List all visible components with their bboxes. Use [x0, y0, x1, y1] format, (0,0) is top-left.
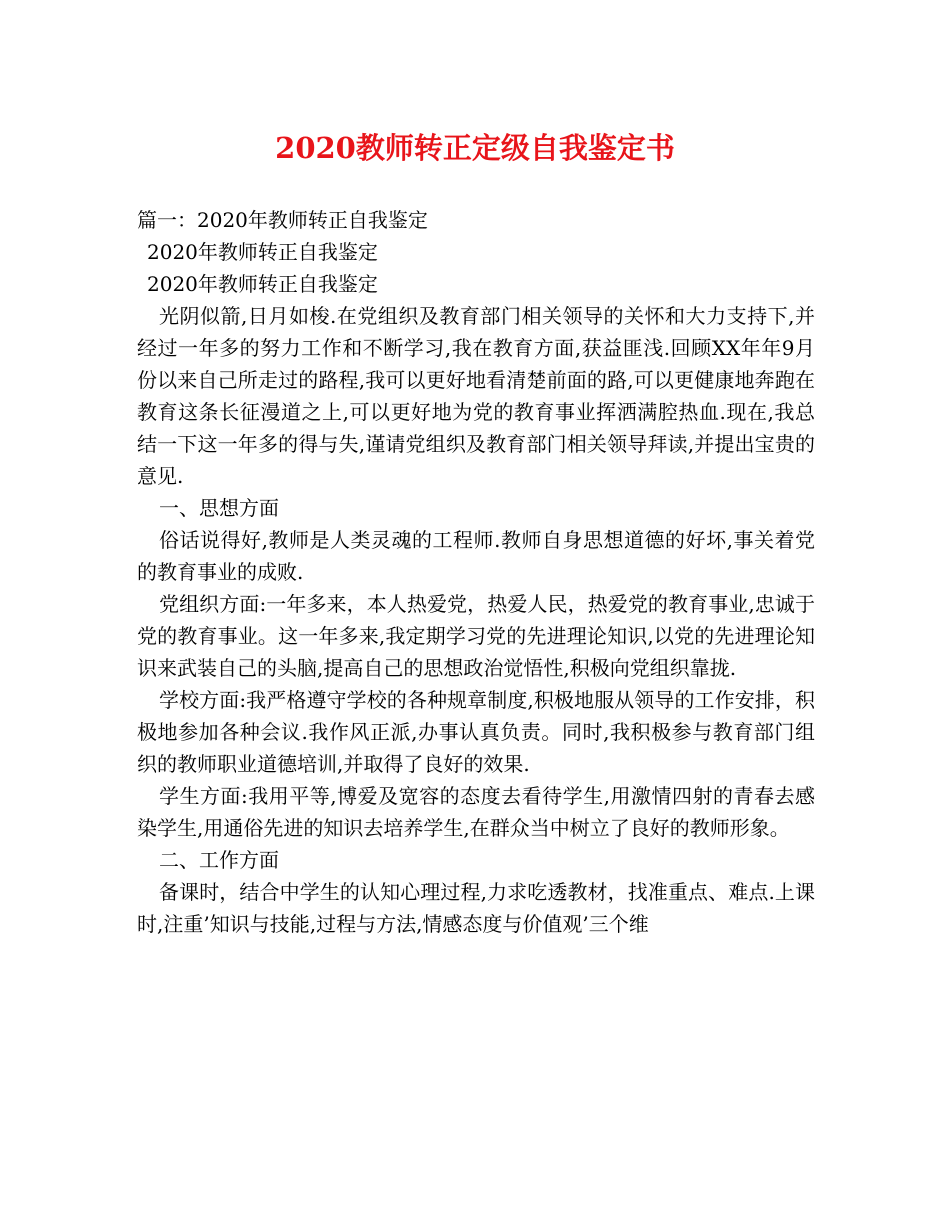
article-subheading: 2020年教师转正自我鉴定 — [147, 240, 378, 264]
paragraph: 学校方面:我严格遵守学校的各种规章制度,积极地服从领导的工作安排，积极地参加各种会议.我作风正派,办事认真负责。同时,我积极参与教育部门组织的教师职业道德培训,并取得了良好的效果. — [137, 688, 815, 776]
paragraph: 党组织方面:一年多来，本人热爱党，热爱人民，热爱党的教育事业,忠诚于党的教育事业。这一年多来,我定期学习党的先进理论知识,以党的先进理论知识来武装自己的头脑,提高自己的思想政治觉悟性,积极向党组织靠拢. — [137, 592, 815, 680]
paragraph: 俗话说得好,教师是人类灵魂的工程师.教师自身思想道德的好坏,事关着党的教育事业的成败. — [137, 528, 815, 584]
intro-paragraph: 光阴似箭,日月如梭.在党组织及教育部门相关领导的关怀和大力支持下,并经过一年多的努力工作和不断学习,我在教育方面,获益匪浅.回顾XX年年9月份以来自己所走过的路程,我可以更好地看清楚前面的路,可以更健康地奔跑在教育这条长征漫道之上,可以更好地为党的教育事业挥洒满腔热血.现在,我总结一下这一年多的得与失,谨请党组织及教育部门相关领导拜读,并提出宝贵的意见. — [137, 304, 815, 488]
paragraph: 学生方面:我用平等,博爱及宽容的态度去看待学生,用激情四射的青春去感染学生,用通俗先进的知识去培养学生,在群众当中树立了良好的教师形象。 — [137, 784, 815, 840]
document-title: 2020教师转正定级自我鉴定书 — [275, 131, 675, 165]
section-title-work: 二、工作方面 — [159, 848, 279, 872]
section-title-thought: 一、思想方面 — [159, 496, 279, 520]
article-heading: 篇一：2020年教师转正自我鉴定 — [137, 208, 428, 232]
paragraph: 备课时，结合中学生的认知心理过程,力求吃透教材，找准重点、难点.上课时,注重’知识与技能,过程与方法,情感态度与价值观’三个维 — [137, 880, 815, 936]
document-body — [137, 204, 815, 940]
article-subheading: 2020年教师转正自我鉴定 — [147, 272, 378, 296]
